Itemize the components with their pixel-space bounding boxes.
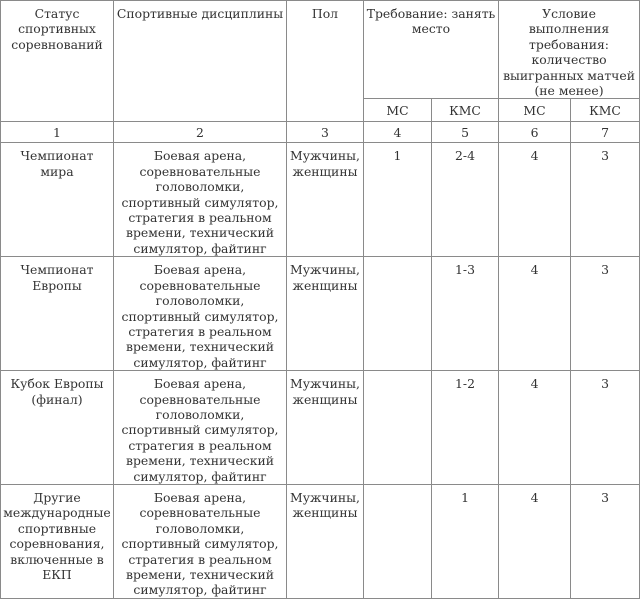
- cell-wins-ms: 4: [499, 484, 571, 598]
- cell-status: Кубок Европы (финал): [1, 371, 114, 485]
- cell-status: Другие международные спортивные соревнования, включенные в ЕКП: [1, 484, 114, 598]
- cell-wins-ms: 4: [499, 371, 571, 485]
- header-row: [1, 1, 640, 99]
- cell-disciplines: Боевая арена, соревновательные головоломки, спортивный симулятор, стратегия в реальном времени, технический симулятор, файтинг: [114, 371, 287, 485]
- cell-disciplines: Боевая арена, соревновательные головоломки, спортивный симулятор, стратегия в реальном времени, технический симулятор, файтинг: [114, 143, 287, 257]
- cell-place-kms: 2-4: [432, 143, 499, 257]
- header-wins-condition: Условие выполнения требования: количество выигранных матчей (не менее): [499, 1, 640, 99]
- table-row: [1, 143, 640, 257]
- cell-place-kms: 1: [432, 484, 499, 598]
- cell-wins-kms: 3: [571, 143, 640, 257]
- cell-status: Чемпионат мира: [1, 143, 114, 257]
- header-disciplines: Спортивные дисциплины: [114, 1, 287, 122]
- cell-disciplines: Боевая арена, соревновательные головоломки, спортивный симулятор, стратегия в реальном времени, технический симулятор, файтинг: [114, 484, 287, 598]
- table-row: [1, 257, 640, 371]
- column-number: 3: [287, 122, 364, 143]
- cell-status: Чемпионат Европы: [1, 257, 114, 371]
- cell-place-ms: [364, 484, 432, 598]
- column-number: 6: [499, 122, 571, 143]
- subheader-place-ms: МС: [364, 99, 432, 122]
- cell-wins-kms: 3: [571, 371, 640, 485]
- cell-gender: Мужчины, женщины: [287, 484, 364, 598]
- header-gender: Пол: [287, 1, 364, 122]
- cell-wins-ms: 4: [499, 143, 571, 257]
- header-status: Статус спортивных соревнований: [1, 1, 114, 122]
- header-place-requirement: Требование: занять место: [364, 1, 499, 99]
- subheader-wins-ms: МС: [499, 99, 571, 122]
- cell-place-ms: [364, 371, 432, 485]
- table-row: [1, 484, 640, 598]
- column-number: 5: [432, 122, 499, 143]
- cell-disciplines: Боевая арена, соревновательные головоломки, спортивный симулятор, стратегия в реальном времени, технический симулятор, файтинг: [114, 257, 287, 371]
- column-number: 4: [364, 122, 432, 143]
- cell-gender: Мужчины, женщины: [287, 371, 364, 485]
- column-number-row: [1, 122, 640, 143]
- table-row: [1, 371, 640, 485]
- cell-place-kms: 1-3: [432, 257, 499, 371]
- cell-gender: Мужчины, женщины: [287, 143, 364, 257]
- cell-place-ms: [364, 257, 432, 371]
- column-number: 2: [114, 122, 287, 143]
- subheader-place-kms: КМС: [432, 99, 499, 122]
- cell-wins-ms: 4: [499, 257, 571, 371]
- column-number: 1: [1, 122, 114, 143]
- cell-wins-kms: 3: [571, 484, 640, 598]
- cell-place-kms: 1-2: [432, 371, 499, 485]
- cell-place-ms: 1: [364, 143, 432, 257]
- cell-gender: Мужчины, женщины: [287, 257, 364, 371]
- cell-wins-kms: 3: [571, 257, 640, 371]
- column-number: 7: [571, 122, 640, 143]
- subheader-wins-kms: КМС: [571, 99, 640, 122]
